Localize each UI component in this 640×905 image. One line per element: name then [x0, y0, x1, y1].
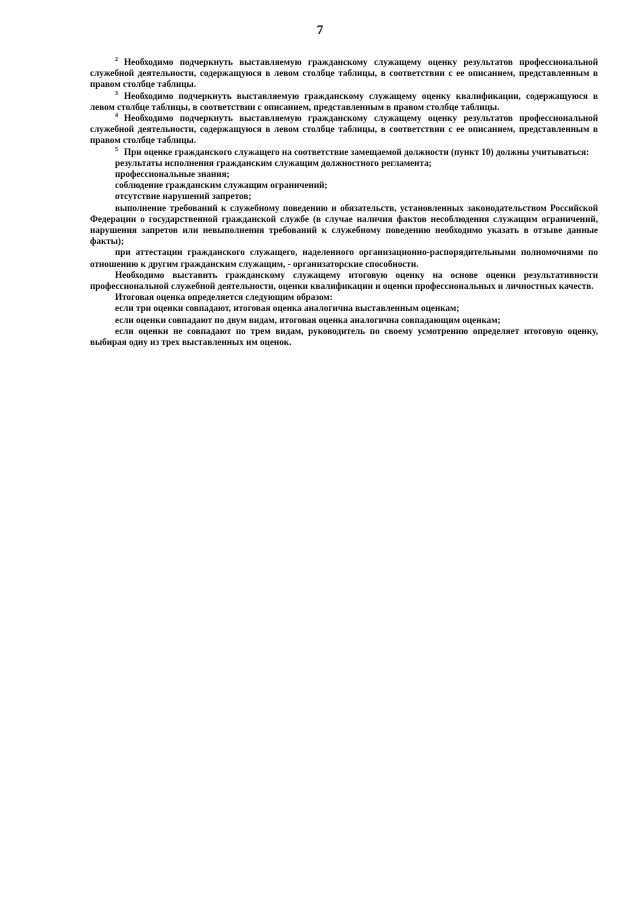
- footnote-mark: 5: [115, 146, 118, 153]
- page-number: 7: [316, 22, 324, 37]
- footnote-mark: 3: [115, 90, 118, 97]
- criteria-item: профессиональные знания;: [115, 169, 230, 180]
- criteria-item: результаты исполнения гражданским служащим должностного регламента;: [115, 157, 432, 168]
- footnote-2: [90, 57, 598, 91]
- footnote-text: Необходимо подчеркнуть выставляемую гражданскому служащему оценку квалификации, содержащуюся в левом столбце таблицы, в соответствии с описанием, представленным в правом столбце таблицы.: [90, 90, 598, 112]
- footnote-mark: 4: [115, 112, 118, 119]
- footnote-text: При оценке гражданского служащего на соответствие замещаемой должности (пункт 10) должны учитываться:: [124, 146, 590, 157]
- criteria-item: выполнение требований к служебному поведению и обязательств, установленных законодательством Российской Федерации о государственной гражданской службе (в случае наличия фактов несоблюдения служащим ограничений, нарушения запретов или невыполнения требований к служебному поведению необходимо указать в отзыве данные факты);: [90, 202, 598, 247]
- criteria-item: соблюдение гражданским служащим ограничений;: [115, 180, 328, 191]
- final-rule-item: если оценки совпадают по двум видам, итоговая оценка аналогична совпадающим оценкам;: [115, 314, 501, 325]
- final-rule-item: если оценки не совпадают по трем видам, руководитель по своему усмотрению определяет итоговую оценку, выбирая одну из трех выставленных им оценок.: [90, 325, 598, 348]
- final-rule-intro: Итоговая оценка определяется следующим образом:: [115, 292, 333, 303]
- document-body: [90, 57, 598, 348]
- footnote-text: Необходимо подчеркнуть выставляемую гражданскому служащему оценку результатов профессиональной служебной деятельности, содержащуюся в левом столбце таблицы, в соответствии с ее описанием, представленным в правом столбце таблицы.: [90, 57, 598, 90]
- footnote-4: [90, 113, 598, 147]
- footnote-5: [90, 147, 598, 158]
- footnote-3: [90, 91, 598, 113]
- footnote-mark: 2: [115, 56, 118, 63]
- final-rule-item: если три оценки совпадают, итоговая оценка аналогична выставленным оценкам;: [115, 303, 460, 314]
- criteria-item: при аттестации гражданского служащего, наделенного организационно-распорядительными полномочиями по отношению к другим гражданским служащим, - организаторские способности.: [90, 247, 598, 269]
- footnote-text: Необходимо подчеркнуть выставляемую гражданскому служащему оценку результатов профессиональной служебной деятельности, содержащуюся в левом столбце таблицы, в соответствии с ее описанием, представленным в правом столбце таблицы.: [90, 113, 598, 146]
- final-assessment-intro: Необходимо выставить гражданскому служащему итоговую оценку на основе оценки результативности профессиональной служебной деятельности, оценки квалификации и оценки профессиональных и личностных качеств.: [90, 269, 598, 292]
- criteria-item: отсутствие нарушений запретов;: [115, 191, 252, 202]
